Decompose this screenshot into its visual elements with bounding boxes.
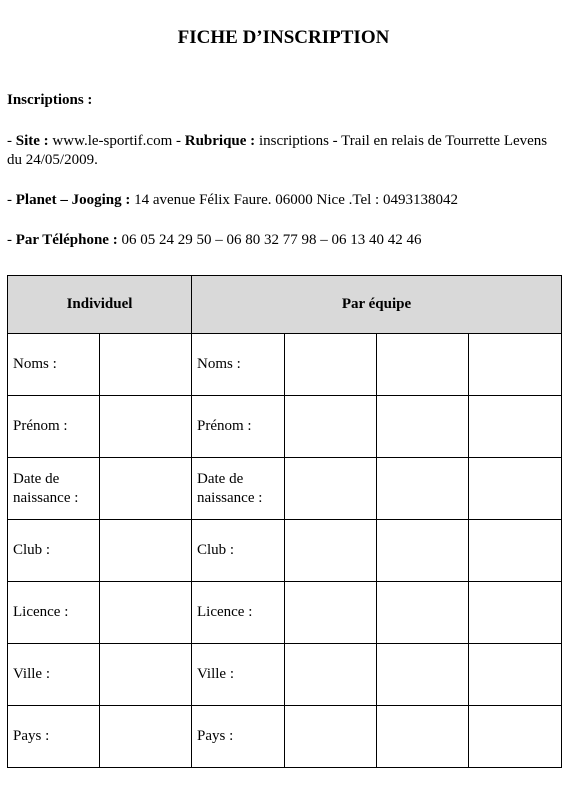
rubrique-text: inscriptions - Trail en relais de Tourrette Levens du 24/05/2009. xyxy=(7,133,548,168)
individuel-field-label: Noms : xyxy=(8,334,100,396)
table-header-row xyxy=(8,276,562,334)
equipe-member-3-input-cell[interactable] xyxy=(469,644,562,706)
equipe-field-label: Prénom : xyxy=(192,396,285,458)
equipe-member-1-input-cell[interactable] xyxy=(285,706,377,768)
table-row xyxy=(8,396,562,458)
telephone-line xyxy=(7,231,563,250)
equipe-member-1-input-cell[interactable] xyxy=(285,520,377,582)
equipe-member-1-input-cell[interactable] xyxy=(285,644,377,706)
individuel-field-label: Licence : xyxy=(8,582,100,644)
equipe-member-3-input-cell[interactable] xyxy=(469,520,562,582)
equipe-member-1-input-cell[interactable] xyxy=(285,396,377,458)
individuel-input-cell[interactable] xyxy=(100,706,192,768)
table-row xyxy=(8,334,562,396)
header-par-equipe: Par équipe xyxy=(192,276,562,334)
rubrique-label: Rubrique : xyxy=(184,133,256,149)
telephone-prefix: - xyxy=(7,232,16,248)
site-label: Site : xyxy=(15,133,49,149)
table-row xyxy=(8,644,562,706)
equipe-member-3-input-cell[interactable] xyxy=(469,334,562,396)
table-row xyxy=(8,520,562,582)
individuel-input-cell[interactable] xyxy=(100,582,192,644)
header-individuel: Individuel xyxy=(8,276,192,334)
equipe-member-2-input-cell[interactable] xyxy=(377,706,469,768)
individuel-input-cell[interactable] xyxy=(100,396,192,458)
equipe-member-3-input-cell[interactable] xyxy=(469,458,562,520)
equipe-member-2-input-cell[interactable] xyxy=(377,582,469,644)
equipe-field-label: Date de naissance : xyxy=(192,458,285,520)
planet-label: Planet – Jooging : xyxy=(15,192,131,208)
equipe-member-2-input-cell[interactable] xyxy=(377,458,469,520)
equipe-member-2-input-cell[interactable] xyxy=(377,520,469,582)
planet-line xyxy=(7,191,563,210)
equipe-field-label: Ville : xyxy=(192,644,285,706)
site-prefix: - xyxy=(7,133,16,149)
individuel-field-label: Prénom : xyxy=(8,396,100,458)
registration-table xyxy=(7,275,562,768)
individuel-field-label: Date de naissance : xyxy=(8,458,100,520)
individuel-field-label: Ville : xyxy=(8,644,100,706)
individuel-field-label: Pays : xyxy=(8,706,100,768)
equipe-field-label: Club : xyxy=(192,520,285,582)
planet-text: 14 avenue Félix Faure. 06000 Nice .Tel : 0493138042 xyxy=(130,192,458,208)
table-body xyxy=(8,334,562,768)
table-row xyxy=(8,706,562,768)
site-url: www.le-sportif.com - xyxy=(48,133,185,149)
equipe-member-3-input-cell[interactable] xyxy=(469,706,562,768)
inscriptions-heading: Inscriptions : xyxy=(7,92,93,108)
telephone-text: 06 05 24 29 50 – 06 80 32 77 98 – 06 13 40 42 46 xyxy=(117,232,422,248)
individuel-input-cell[interactable] xyxy=(100,520,192,582)
planet-prefix: - xyxy=(7,192,16,208)
equipe-member-2-input-cell[interactable] xyxy=(377,396,469,458)
equipe-member-2-input-cell[interactable] xyxy=(377,644,469,706)
equipe-member-1-input-cell[interactable] xyxy=(285,582,377,644)
equipe-member-1-input-cell[interactable] xyxy=(285,334,377,396)
table-row xyxy=(8,458,562,520)
page-title: FICHE D’INSCRIPTION xyxy=(177,27,390,48)
site-line xyxy=(7,132,563,170)
equipe-field-label: Noms : xyxy=(192,334,285,396)
equipe-member-2-input-cell[interactable] xyxy=(377,334,469,396)
equipe-member-3-input-cell[interactable] xyxy=(469,396,562,458)
individuel-input-cell[interactable] xyxy=(100,458,192,520)
equipe-field-label: Pays : xyxy=(192,706,285,768)
individuel-field-label: Club : xyxy=(8,520,100,582)
individuel-input-cell[interactable] xyxy=(100,334,192,396)
equipe-member-3-input-cell[interactable] xyxy=(469,582,562,644)
table-row xyxy=(8,582,562,644)
equipe-field-label: Licence : xyxy=(192,582,285,644)
equipe-member-1-input-cell[interactable] xyxy=(285,458,377,520)
telephone-label: Par Téléphone : xyxy=(15,232,118,248)
individuel-input-cell[interactable] xyxy=(100,644,192,706)
